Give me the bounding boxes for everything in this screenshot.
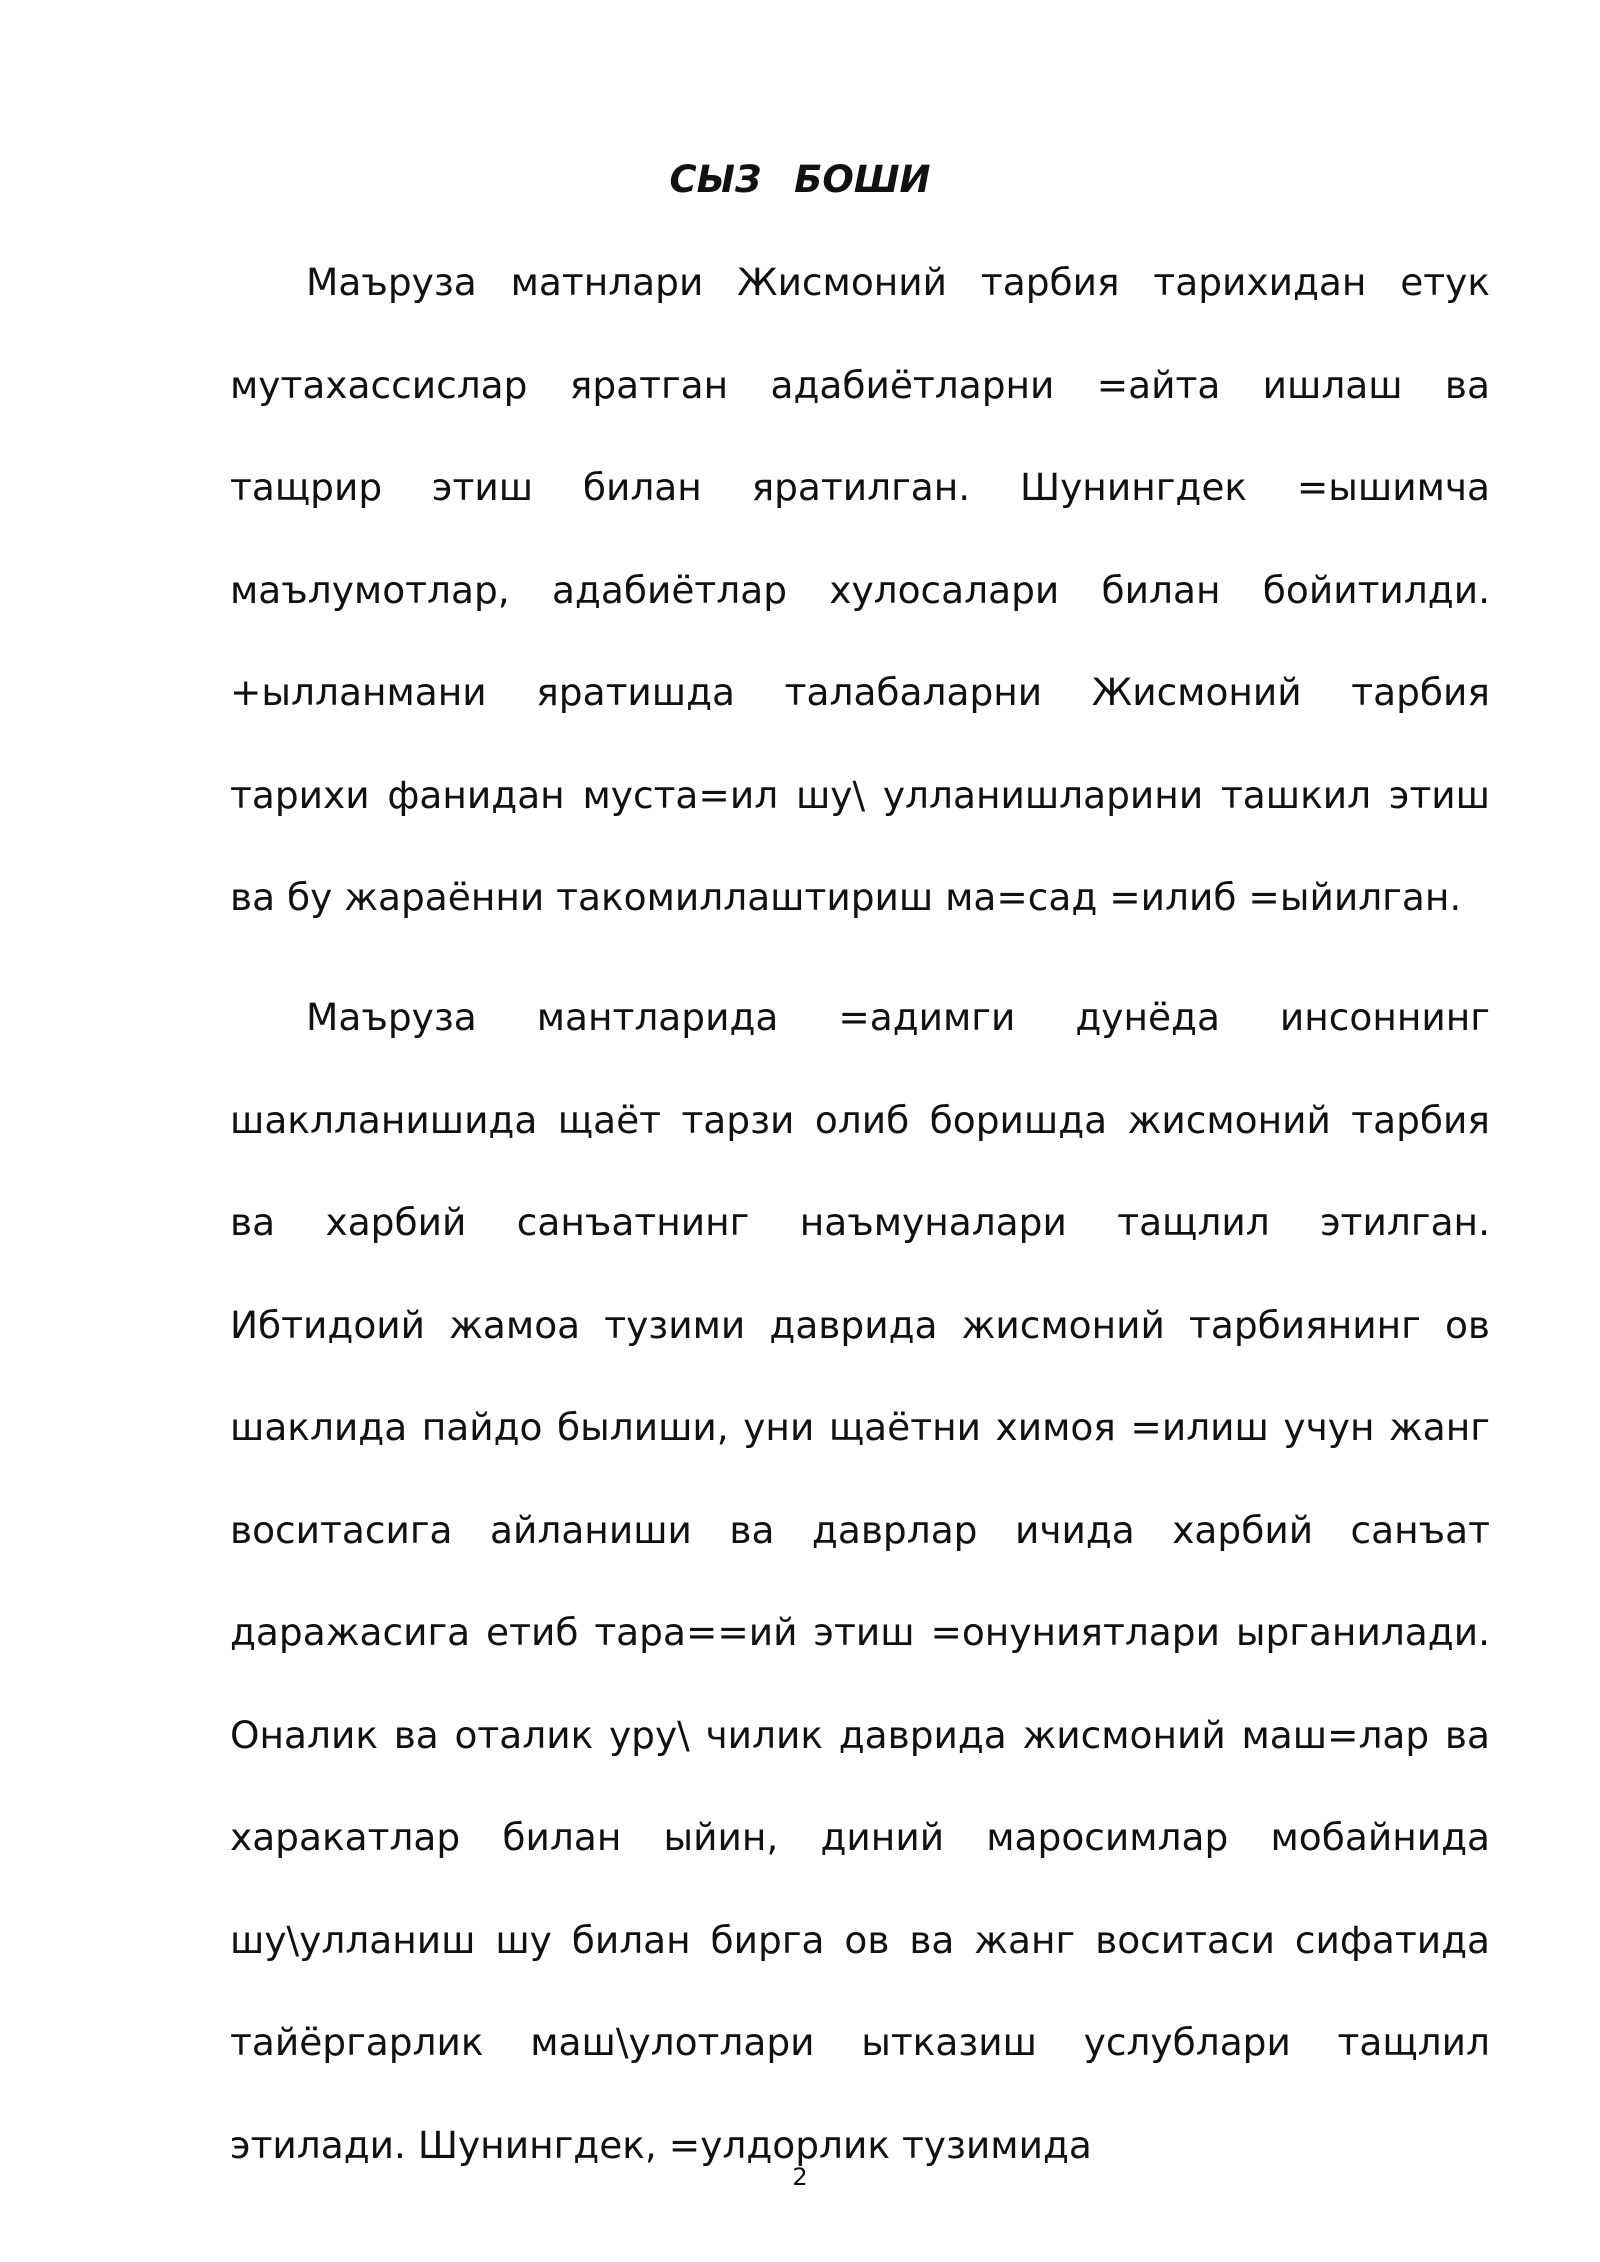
page-title: СЫЗ БОШИ (669, 158, 931, 201)
page-number: 2 (792, 2163, 808, 2191)
paragraph-2: Маъруза мантларида =адимги дунёда инсоннинг шаклланишида щаёт тарзи олиб боришда жисмоний тарбия ва харбий санъатнинг наъмуналари тащлил этилган. Ибтидоий жамоа тузими даврида жисмоний тарбиянинг ов шаклида пайдо былиши, уни щаётни химоя =илиш учун жанг воситасига айланиши ва даврлар ичида харбий санъат даражасига етиб тара==ий этиш =онуниятлари ырганилади. Оналик ва оталик уру\ чилик даврида жисмоний маш=лар ва харакатлар билан ыйин, диний маросимлар мобайнида шу\улланиш шу билан бирга ов ва жанг воситаси сифатида тайёргарлик маш\улотлари ытказиш услублари тащлил этилади. Шунингдек, =улдорлик тузимида (230, 995, 1490, 2167)
paragraph-1: Маъруза матнлари Жисмоний тарбия тарихидан етук мутахассислар яратган адабиётларни =айта ишлаш ва тащрир этиш билан яратилган. Шунингдек =ышимча маълумотлар, адабиётлар хулосалари билан бойитилди. +ылланмани яратишда талабаларни Жисмоний тарбия тарихи фанидан муста=ил шу\ улланишларини ташкил этиш ва бу жараённи такомиллаштириш ма=сад =илиб =ыйилган. (230, 260, 1490, 919)
